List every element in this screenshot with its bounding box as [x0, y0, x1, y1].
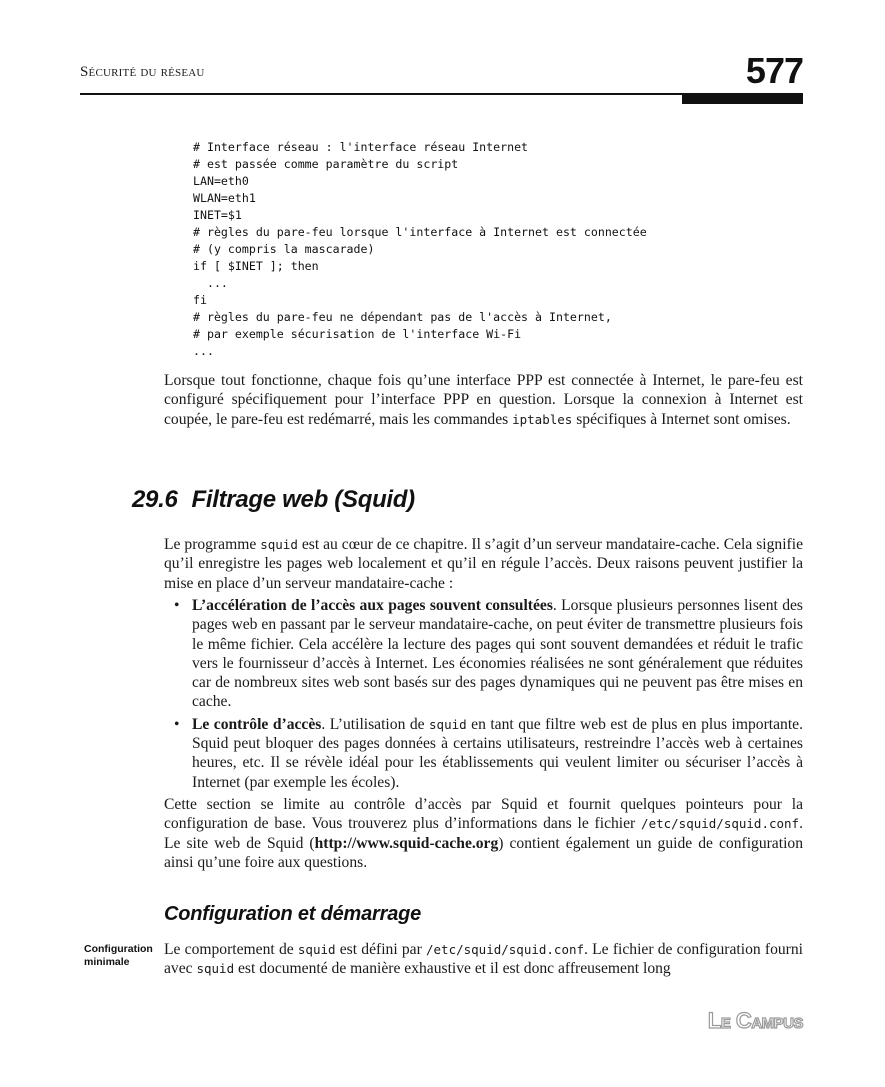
- paragraph-intro: [164, 535, 803, 593]
- inline-code: /etc/squid/squid.conf: [426, 942, 585, 957]
- text: est documenté de manière exhaustive et il est donc affreusement long: [234, 960, 671, 978]
- list-item: [172, 715, 803, 792]
- margin-note-line: minimale: [84, 956, 130, 968]
- text: est défini par: [335, 941, 426, 958]
- text: Lorsque tout fonctionne, chaque fois qu’une interface PPP est connectée à Internet, le pare-feu est configuré spécifiquement pour l’interface PPP en question. Lorsque la connexion à Internet est coupée, le pare-feu est redémarré, mais les commandes: [164, 372, 803, 428]
- text: Cette section se limite au contrôle d’accès par Squid et fournit quelques pointeurs pour la configuration de base. Vous trouverez plus d’informations dans le fichier: [164, 796, 803, 833]
- inline-code: squid: [196, 961, 235, 977]
- code-block: # Interface réseau : l'interface réseau Internet # est passée comme paramètre du script LAN=eth0 WLAN=eth1 INET=$1 # règles du pare-feu lorsque l'interface à Internet est connectée # (y compris la mascarade) if [ $INET ]; then ... fi # règles du pare-feu ne dépendant pas de l'accès à Internet, # par exemple sécurisation de l'interface Wi-Fi ...: [193, 140, 647, 358]
- text: . Lorsque plusieurs personnes lisent des pages web en passant par le serveur mandataire-cache, on peut éviter de transmettre plusieurs fois le même fichier. Cela accélère la lecture des pages qui sont souvent demandées et réduit le trafic vers le fournisseur d’accès à Internet. Les économies réalisées ne sont généralement que réduites car de nombreux sites web sont basés sur des pages dynamiques qui ne peuvent pas être mises en cache.: [192, 597, 803, 711]
- list-item: [172, 596, 803, 712]
- bullet-lead: L’accélération de l’accès aux pages souvent consultées: [192, 597, 553, 614]
- text: . Le site web de Squid (: [164, 815, 803, 852]
- text: en tant que filtre web est de plus en plus importante. Squid peut bloquer des pages données à certains utilisateurs, restreindre l’accès web à certaines heures, etc. Il se révèle idéal pour les établissements qui veulent limiter ou sécuriser l’accès à Internet (par exemple les écoles).: [192, 715, 803, 791]
- header-bar: [682, 93, 803, 104]
- text: ) contient également un guide de configuration ainsi qu’une foire aux questions.: [164, 834, 803, 871]
- text: est au cœur de ce chapitre. Il s’agit d’un serveur mandataire-cache. Cela signifie qu’il enregistre les pages web localement et qu’il en régule l’accès. Deux raisons peuvent justifier la mise en place d’un serveur mandataire-cache :: [164, 536, 803, 592]
- paragraph-config: [164, 940, 803, 979]
- paragraph-section-scope: [164, 795, 803, 872]
- subsection-heading: Configuration et démarrage: [164, 903, 422, 925]
- section-heading: [132, 486, 415, 514]
- inline-code: squid: [297, 942, 336, 957]
- running-head: Sécurité du réseau: [80, 64, 205, 80]
- inline-code: squid: [260, 537, 298, 552]
- paragraph-ppp-firewall: [164, 371, 803, 429]
- margin-note: [84, 943, 156, 969]
- inline-code: /etc/squid/squid.conf: [641, 816, 800, 832]
- text: . L’utilisation de: [321, 715, 430, 733]
- bullet-icon: •: [174, 715, 180, 733]
- text: Le programme: [164, 536, 261, 553]
- text: spécifiques à Internet sont omises.: [572, 410, 791, 428]
- squid-url: http://www.squid-cache.org: [314, 834, 499, 852]
- bullet-list: [172, 596, 803, 795]
- page-number: 577: [745, 50, 803, 91]
- section-number: 29.6: [132, 486, 178, 513]
- inline-code: squid: [429, 716, 467, 732]
- text: Le comportement de: [164, 941, 298, 958]
- publisher-logo: Le Campus: [707, 1008, 803, 1033]
- bullet-icon: •: [174, 597, 180, 614]
- margin-note-line: Configuration: [84, 943, 153, 955]
- inline-code: iptables: [512, 411, 573, 427]
- bullet-lead: Le contrôle d’accès: [192, 715, 322, 733]
- text: . Le fichier de configuration fourni avec: [164, 941, 803, 978]
- section-title: Filtrage web (Squid): [191, 486, 415, 513]
